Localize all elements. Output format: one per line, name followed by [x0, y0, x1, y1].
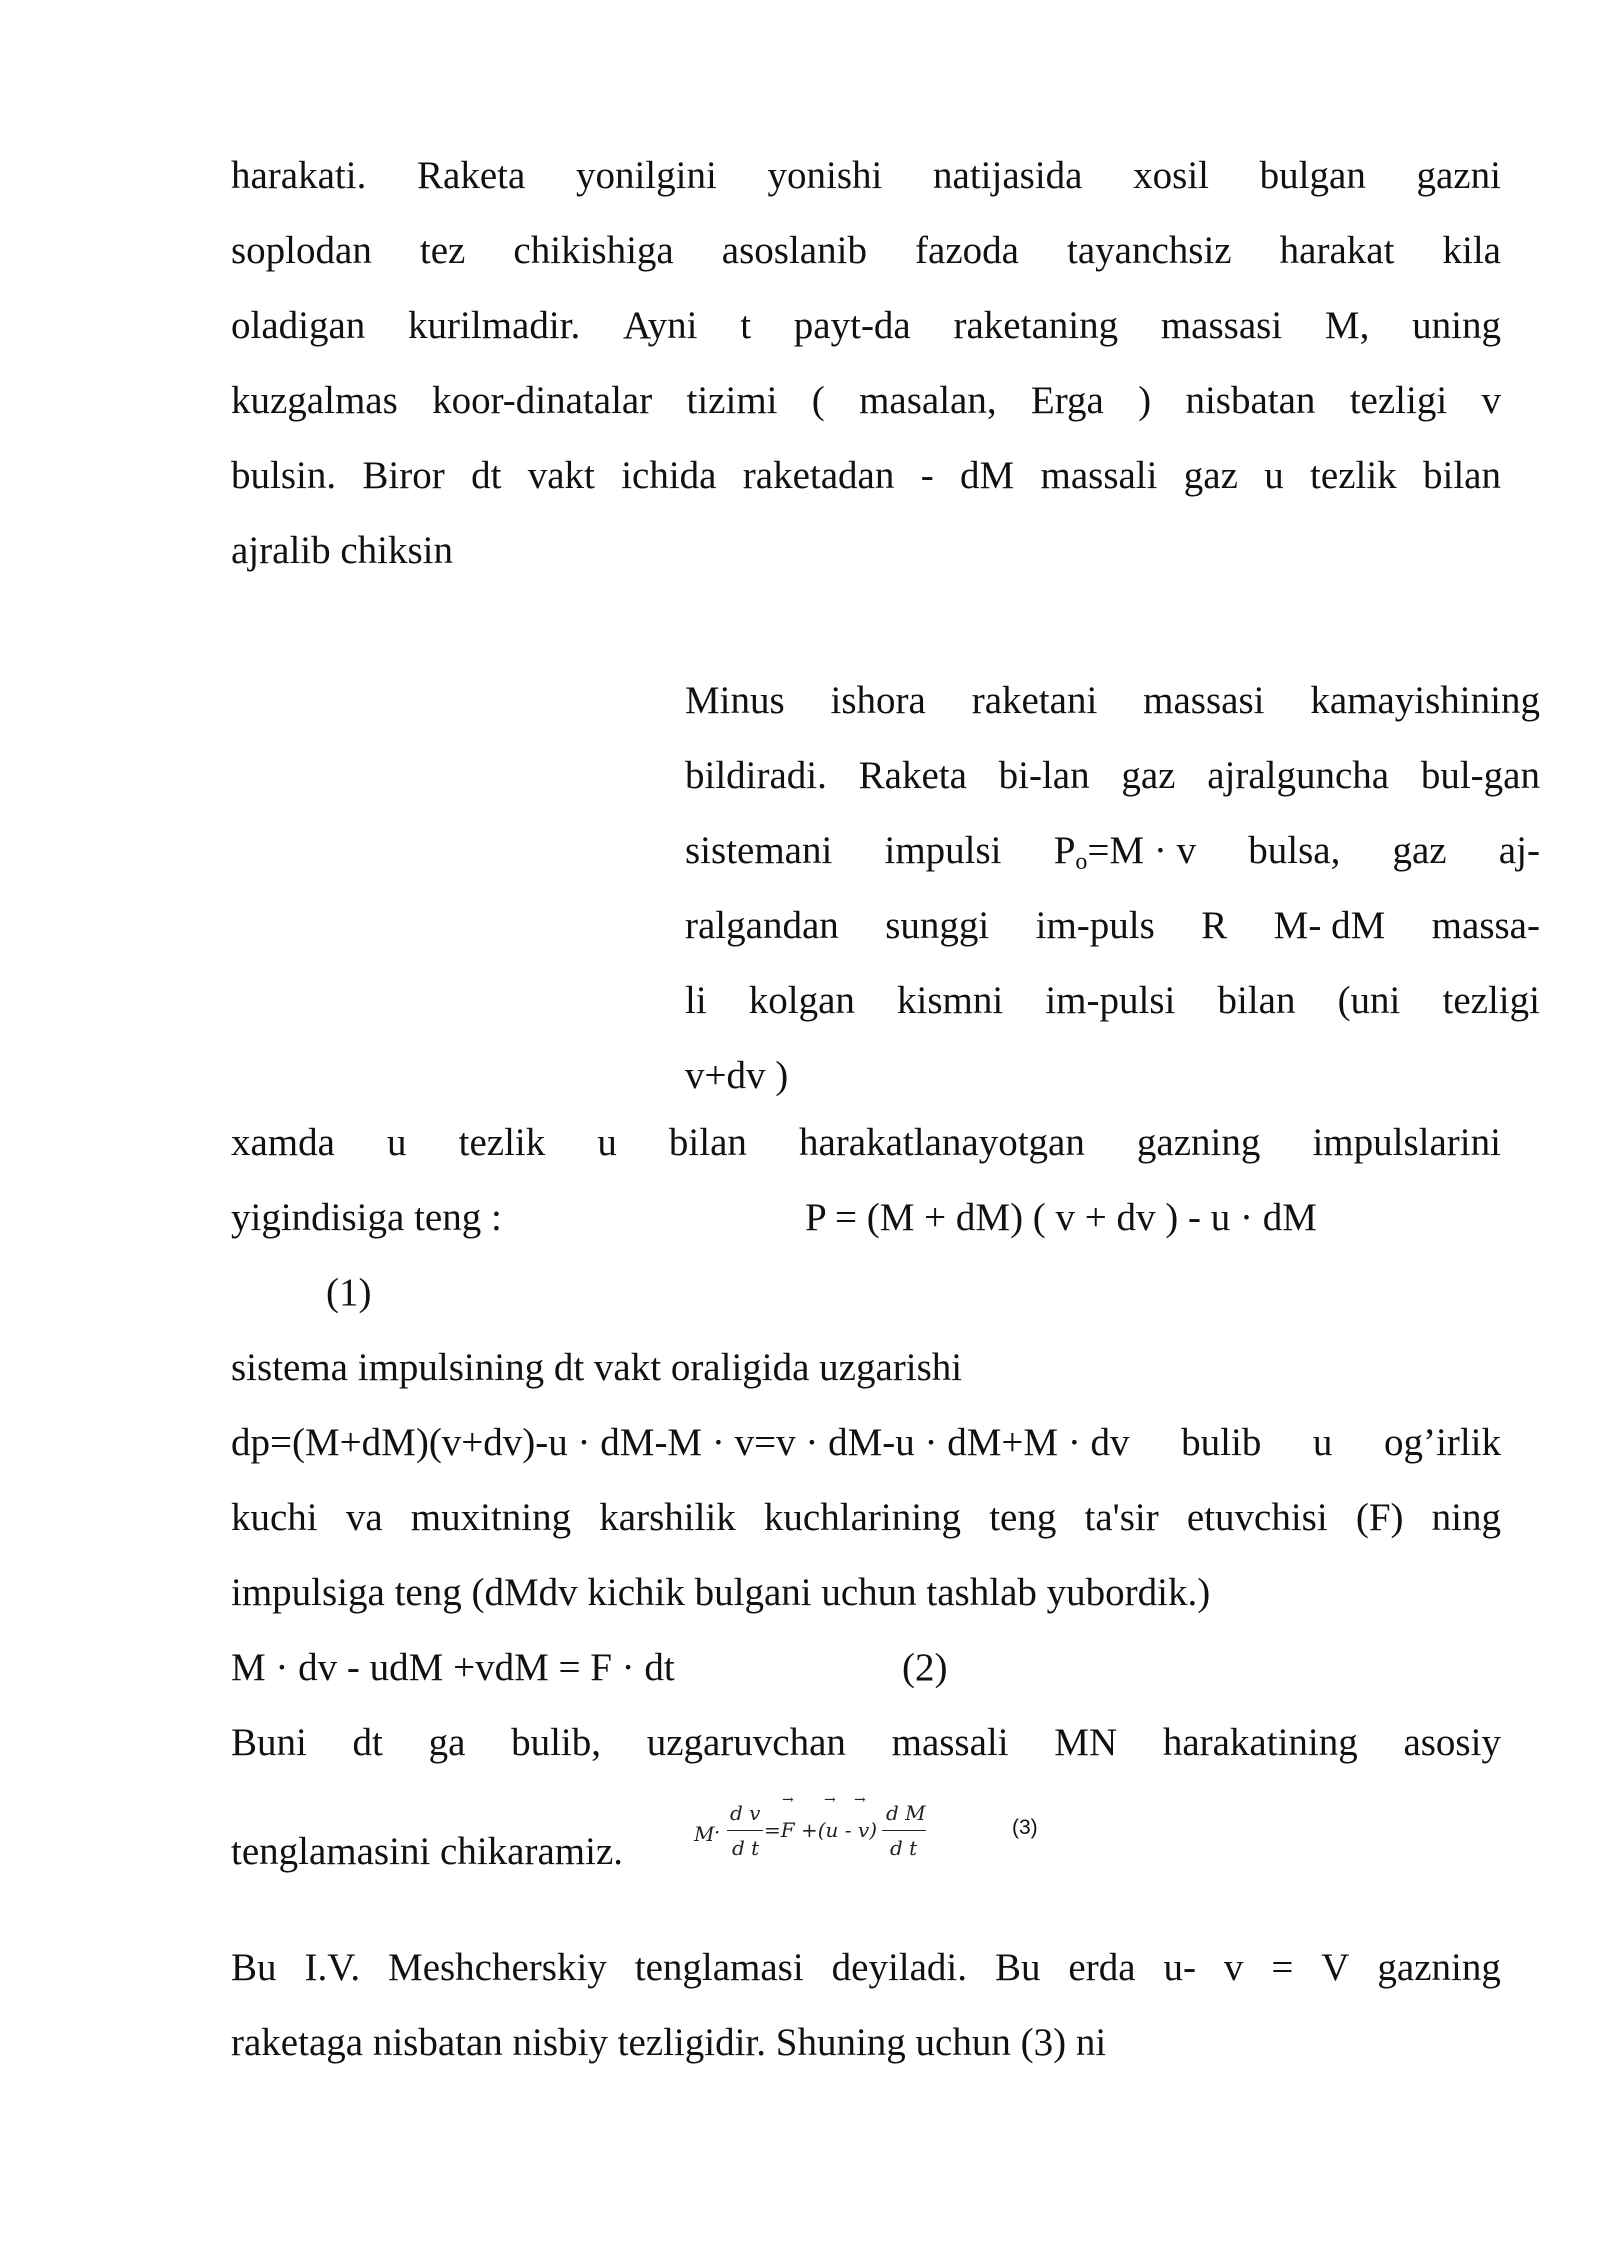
word: bulib — [1181, 1421, 1262, 1464]
yigindisi-label: yigindisiga teng : — [231, 1196, 502, 1239]
word: tezligi — [1349, 379, 1448, 422]
word: gazning — [1136, 1121, 1261, 1164]
word: yonilgini — [575, 154, 717, 197]
word: Bu — [994, 1946, 1041, 1989]
word: tezligi — [1442, 979, 1540, 1022]
tenglama-label: tenglamasini chikaramiz. — [231, 1830, 624, 1873]
word: xamda — [231, 1121, 335, 1164]
word: muxitning — [410, 1496, 572, 1539]
word: raketaning — [953, 304, 1119, 347]
word: sunggi — [885, 904, 990, 947]
word: im-puls — [1035, 904, 1155, 947]
last-line: raketaga nisbatan nisbiy tezligidir. Shuning uchun (3) ni — [231, 2021, 1107, 2064]
word: kuchi — [231, 1496, 318, 1539]
word: ralgandan — [685, 904, 839, 947]
equation-3 — [694, 1792, 944, 1870]
word: og’irlik — [1384, 1421, 1501, 1464]
word: massasi — [1160, 304, 1283, 347]
paragraph-intro-line — [231, 376, 1501, 426]
word: u — [597, 1121, 617, 1164]
sistema-line: sistema impulsining dt vakt oraligida uzgarishi — [231, 1346, 963, 1389]
word: kuzgalmas — [231, 379, 398, 422]
eq3-arrow-f: → — [782, 1792, 794, 1808]
indented-last-line: v+dv ) — [685, 1054, 789, 1097]
word: raketadan — [742, 454, 895, 497]
impulse-word-3: bulsa, — [1248, 829, 1341, 872]
word: dM — [960, 454, 1015, 497]
word: gazning — [1377, 1946, 1501, 1989]
word: uning — [1412, 304, 1501, 347]
word: R — [1201, 904, 1228, 947]
eq3-dot: · — [714, 1820, 721, 1844]
eq3-fraction-bar-2 — [882, 1830, 926, 1831]
word: kila — [1442, 229, 1501, 272]
word: bilan — [1217, 979, 1296, 1022]
word: (F) — [1355, 1496, 1404, 1539]
eq3-numerator-dv: d v — [730, 1801, 761, 1825]
word: masalan, — [859, 379, 997, 422]
word: Biror — [362, 454, 445, 497]
word: bulsin. — [231, 454, 337, 497]
impulse-word-1: sistemani — [685, 829, 833, 872]
word: raketani — [971, 679, 1098, 722]
word: M, — [1324, 304, 1370, 347]
word: kolgan — [748, 979, 855, 1022]
word: MN — [1054, 1721, 1118, 1764]
word: bulgan — [1259, 154, 1366, 197]
word: Raketa — [417, 154, 526, 197]
equation-3-number: (3) — [1012, 1816, 1038, 1839]
word: bul-gan — [1420, 754, 1540, 797]
word: asoslanib — [721, 229, 867, 272]
word: li — [685, 979, 707, 1022]
word: kuchlarining — [763, 1496, 962, 1539]
word: v — [1481, 379, 1501, 422]
word: harakat — [1279, 229, 1395, 272]
indented-line — [685, 976, 1540, 1026]
word: bilan — [1423, 454, 1501, 497]
dp-line-text — [231, 1418, 1501, 1468]
word: Minus — [685, 679, 785, 722]
word: natijasida — [933, 154, 1083, 197]
word: kismni — [897, 979, 1004, 1022]
word: impulslarini — [1312, 1121, 1501, 1164]
word: deyiladi. — [831, 1946, 968, 1989]
word: uzgaruvchan — [646, 1721, 846, 1764]
word: Raketa — [858, 754, 967, 797]
paragraph-intro-last-line: ajralib chiksin — [231, 529, 454, 572]
word: massa- — [1431, 904, 1540, 947]
word: Erga — [1030, 379, 1104, 422]
word: erda — [1068, 1946, 1136, 1989]
word: karshilik — [599, 1496, 736, 1539]
eq3-middle: =F +(u - v) — [764, 1818, 878, 1842]
impulsiga-line: impulsiga teng (dMdv kichik bulgani uchun tashlab yubordik.) — [231, 1571, 1211, 1614]
word: vakt — [527, 454, 595, 497]
word: v — [1223, 1946, 1244, 1989]
word: ishora — [830, 679, 926, 722]
word: - — [920, 454, 934, 497]
indented-line — [685, 676, 1540, 726]
word: harakati. — [231, 154, 367, 197]
word: gaz — [1121, 754, 1176, 797]
word: (uni — [1337, 979, 1401, 1022]
word: im-pulsi — [1045, 979, 1176, 1022]
word: kurilmadir. — [408, 304, 581, 347]
equation-2-number: (2) — [902, 1646, 948, 1689]
word: teng — [989, 1496, 1057, 1539]
word: ta'sir — [1084, 1496, 1159, 1539]
eq3-denominator-dt: d t — [732, 1836, 760, 1860]
word: u — [387, 1121, 407, 1164]
word: massali — [891, 1721, 1009, 1764]
word: bilan — [668, 1121, 747, 1164]
word: bildiradi. — [685, 754, 827, 797]
word: Bu — [231, 1946, 277, 1989]
eq3-m: M — [694, 1822, 715, 1846]
word: fazoda — [915, 229, 1019, 272]
word: yonishi — [767, 154, 883, 197]
meshcherskiy-line-text — [231, 1943, 1501, 1993]
word: ga — [428, 1721, 466, 1764]
word: harakatlanayotgan — [798, 1121, 1085, 1164]
word: oladigan — [231, 304, 366, 347]
eq3-numerator-dm: d M — [886, 1801, 926, 1825]
word: I.V. — [304, 1946, 361, 1989]
impulse-word-2: impulsi — [884, 829, 1002, 872]
word: u — [1312, 1421, 1333, 1464]
word: tenglamasi — [634, 1946, 804, 1989]
impulse-word-5: aj- — [1498, 829, 1540, 872]
eq3-arrow-u: → — [824, 1792, 836, 1808]
word: payt-da — [793, 304, 911, 347]
word: t — [740, 304, 752, 347]
word: ) — [1138, 379, 1152, 422]
word: ajralguncha — [1207, 754, 1390, 797]
paragraph-intro-line — [231, 226, 1501, 276]
eq3-fraction-bar-1 — [727, 1830, 763, 1831]
word: tez — [419, 229, 466, 272]
xamda-line-text — [231, 1118, 1501, 1168]
word: tizimi — [686, 379, 778, 422]
word: gazni — [1416, 154, 1501, 197]
word: ( — [811, 379, 825, 422]
paragraph-intro-line — [231, 301, 1501, 351]
word: dt — [471, 454, 502, 497]
word: dp=(M+dM)(v+dv)-u · dM-M · v=v · dM-u · dM+M · dv — [231, 1421, 1130, 1464]
word: Meshcherskiy — [388, 1946, 607, 1989]
word: etuvchisi — [1186, 1496, 1328, 1539]
impulse-formula: $P_o=M \cdot v$ — [1053, 829, 1197, 875]
indented-line — [685, 901, 1540, 951]
equation-1: P = (M + dM) ( v + dv ) - u · dM — [805, 1196, 1317, 1239]
impulse-line — [685, 826, 1540, 887]
word: tayanchsiz — [1067, 229, 1232, 272]
word: ichida — [621, 454, 717, 497]
word: tezlik — [458, 1121, 546, 1164]
impulse-word-4: gaz — [1392, 829, 1447, 872]
word: u — [1264, 454, 1284, 497]
word: bi-lan — [998, 754, 1090, 797]
word: Ayni — [623, 304, 698, 347]
equation-1-number: (1) — [326, 1271, 372, 1314]
eq3-denominator-dt2: d t — [890, 1836, 918, 1860]
word: tezlik — [1310, 454, 1397, 497]
word: ning — [1431, 1496, 1501, 1539]
word: koor-dinatalar — [432, 379, 653, 422]
word: asosiy — [1403, 1721, 1501, 1764]
word: M- dM — [1273, 904, 1386, 947]
word: dt — [352, 1721, 383, 1764]
word: chikishiga — [513, 229, 674, 272]
word: kamayishining — [1310, 679, 1540, 722]
buni-line-text — [231, 1718, 1501, 1768]
eq3-arrow-v: → — [854, 1792, 866, 1808]
word: va — [345, 1496, 383, 1539]
word: nisbatan — [1185, 379, 1316, 422]
word: gaz — [1183, 454, 1238, 497]
paragraph-intro-line — [231, 151, 1501, 201]
word: xosil — [1133, 154, 1209, 197]
word: V — [1321, 1946, 1350, 1989]
indented-line — [685, 751, 1540, 801]
word: massali — [1040, 454, 1158, 497]
word: u- — [1163, 1946, 1196, 1989]
word: soplodan — [231, 229, 372, 272]
word: massasi — [1143, 679, 1265, 722]
word: bulib, — [511, 1721, 601, 1764]
equation-2: M · dv - udM +vdM = F · dt — [231, 1646, 675, 1689]
word: harakatining — [1162, 1721, 1358, 1764]
word: Buni — [231, 1721, 307, 1764]
kuchi-line-text — [231, 1493, 1501, 1543]
paragraph-intro-line — [231, 451, 1501, 501]
word: = — [1271, 1946, 1294, 1989]
